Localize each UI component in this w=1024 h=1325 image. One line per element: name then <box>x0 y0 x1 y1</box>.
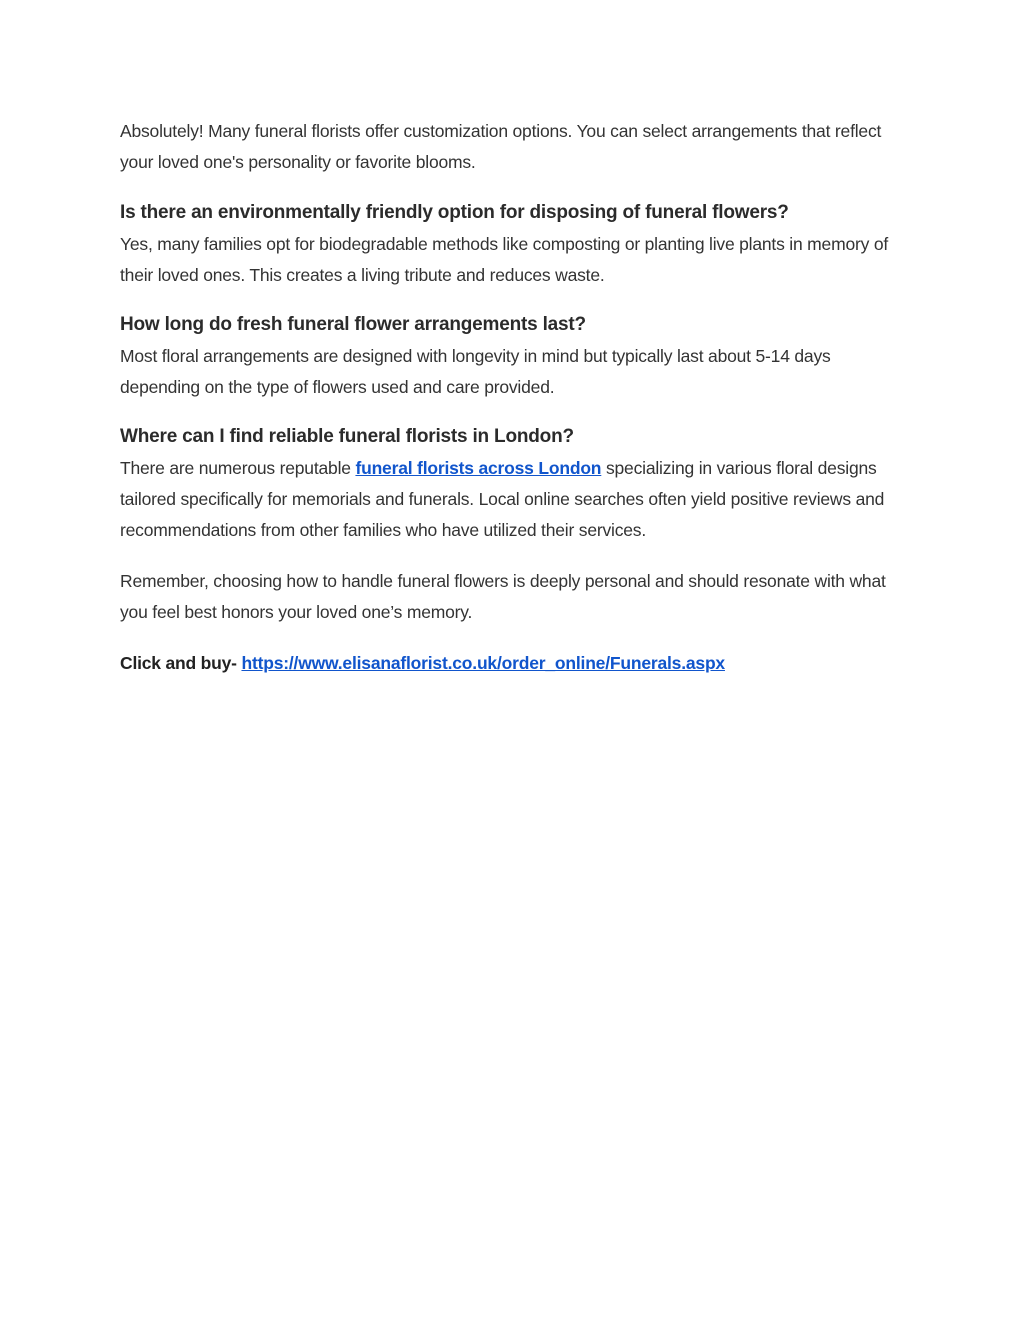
faq-question: Is there an environmentally friendly option for disposing of funeral flowers? <box>120 202 789 223</box>
faq-answer: Most floral arrangements are designed with longevity in mind but typically last about 5-14 days depending on the type of flowers used and care provided. <box>120 346 831 397</box>
florists-london-link[interactable]: funeral florists across London <box>355 458 602 478</box>
cta-line <box>120 648 910 679</box>
faq-question: Where can I find reliable funeral florists in London? <box>120 426 574 447</box>
cta-label: Click and buy- <box>120 653 242 673</box>
faq-question: How long do fresh funeral flower arrangements last? <box>120 314 586 335</box>
document-page <box>120 116 910 679</box>
faq-answer-text-before: There are numerous reputable <box>120 458 356 478</box>
faq-item-longevity <box>120 310 910 403</box>
closing-paragraph: Remember, choosing how to handle funeral flowers is deeply personal and should resonate with what you feel best honors your loved one’s memory. <box>120 571 886 622</box>
faq-item-london <box>120 422 910 546</box>
intro-paragraph: Absolutely! Many funeral florists offer customization options. You can select arrangements that reflect your loved one's personality or favorite blooms. <box>120 121 882 172</box>
faq-answer-text-after: specializing in various floral designs tailored specifically for memorials and funerals. Local online searches often yield positive reviews and recommendations from other families who have utilized their services. <box>120 458 885 540</box>
faq-answer: Yes, many families opt for biodegradable methods like composting or planting live plants in memory of their loved ones. This creates a living tribute and reduces waste. <box>120 234 889 285</box>
faq-item-eco <box>120 198 910 291</box>
order-online-link[interactable]: https://www.elisanaflorist.co.uk/order_online/Funerals.aspx <box>241 653 725 673</box>
faq-answer <box>120 453 910 546</box>
